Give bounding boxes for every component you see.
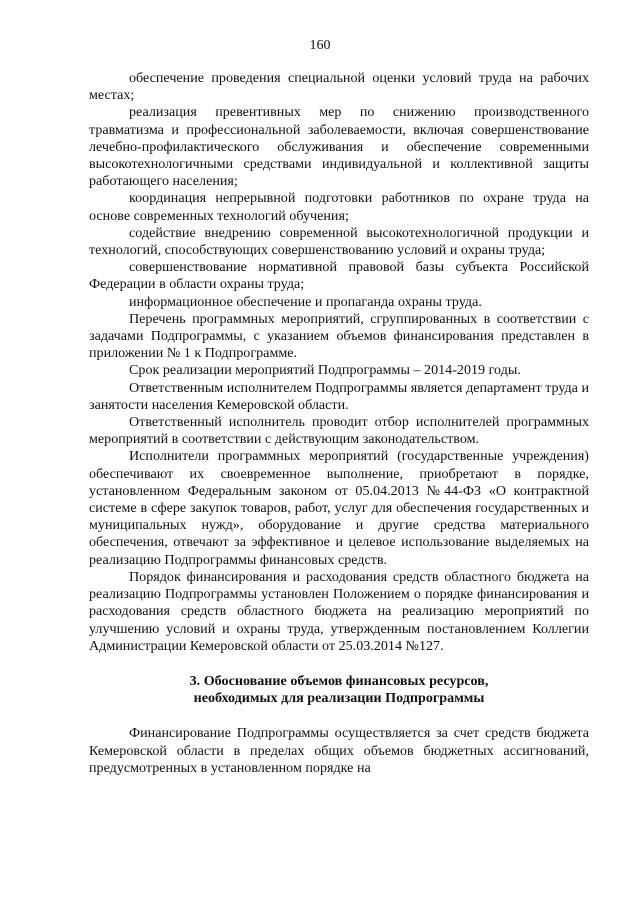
paragraph-preventive-measures: реализация превентивных мер по снижению производственного травматизма и профессиональной заболеваемости, включая совершенствование лечебно-профилактического обслуживания и обеспечение современными высокотехнологичными средствами индивидуальной и коллективной защиты работающего населения; <box>89 104 589 190</box>
document-body <box>89 70 589 777</box>
paragraph-responsible-executor: Ответственным исполнителем Подпрограммы является департамент труда и занятости населения Кемеровской области. <box>89 379 589 413</box>
section-heading-line2: необходимых для реализации Подпрограммы <box>193 690 485 707</box>
paragraph-implementation-period: Срок реализации мероприятий Подпрограммы – 2014-2019 годы. <box>129 362 521 379</box>
section-heading <box>89 673 589 707</box>
paragraph-financing-sources: Финансирование Подпрограммы осуществляется за счет средств бюджета Кемеровской области в пределах общих объемов бюджетных ассигнований, предусмотренных в установленном порядке на <box>89 725 589 776</box>
page-number: 160 <box>309 38 331 53</box>
paragraph-financing-procedure: Порядок финансирования и расходования средств областного бюджета на реализацию Подпрограммы установлен Положением о порядке финансирования и расходования средств областного бюджета на реализацию мероприятий по улучшению условий и охраны труда, утвержденным постановлением Коллегии Администрации Кемеровской области от 25.03.2014 №127. <box>89 568 589 654</box>
paragraph-training-coordination: координация непрерывной подготовки работников по охране труда на основе современных технологий обучения; <box>89 190 589 224</box>
paragraph-technology-promotion: содействие внедрению современной высокотехнологичной продукции и технологий, способствующих совершенствованию условий и охраны труда; <box>89 224 589 259</box>
paragraph-information-support: информационное обеспечение и пропаганда охраны труда. <box>129 293 482 310</box>
paragraph-legal-framework: совершенствование нормативной правовой базы субъекта Российской Федерации в области охраны труда; <box>89 259 589 293</box>
section-heading-line1: 3. Обоснование объемов финансовых ресурсов, <box>189 672 489 689</box>
paragraph-special-assessment: обеспечение проведения специальной оценки условий труда на рабочих местах; <box>89 70 589 104</box>
paragraph-measures-list: Перечень программных мероприятий, сгруппированных в соответствии с задачами Подпрограммы, с указанием объемов финансирования представлен в приложении № 1 к Подпрограмме. <box>89 310 589 362</box>
paragraph-executor-selection: Ответственный исполнитель проводит отбор исполнителей программных мероприятий в соответствии с действующим законодательством. <box>89 414 589 448</box>
paragraph-executors-duties: Исполнители программных мероприятий (государственные учреждения) обеспечивают их своевременное выполнение, приобретают в порядке, установленном Федеральным законом от 05.04.2013 №44-ФЗ «О контрактной системе в сфере закупок товаров, работ, услуг для обеспечения государственных и муниципальных нужд», оборудование и другие средства материального обеспечения, отвечают за эффективное и целевое использование выделяемых на реализацию Подпрограммы финансовых средств. <box>89 448 589 568</box>
